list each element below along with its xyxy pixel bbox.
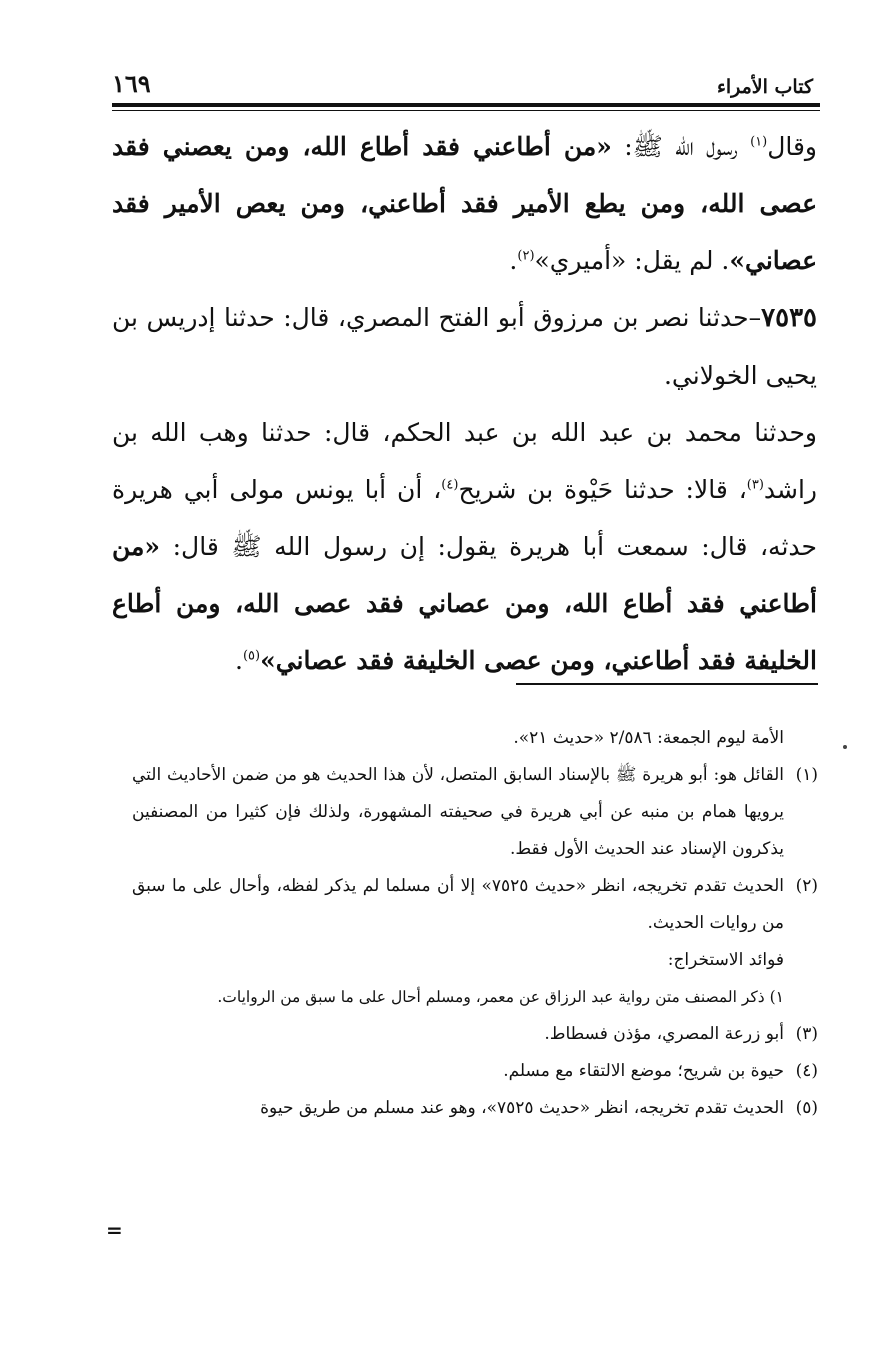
page-number: ١٦٩ [112, 69, 151, 98]
footnote-number: (٥) [795, 1098, 818, 1118]
footnote-text: الحديث تقدم تخريجه، انظر «حديث ٧٥٢٥»، وهو عند مسلم من طريق حيوة [260, 1098, 784, 1118]
p1-speaker: رسول الله ﷺ: [611, 132, 751, 161]
footnote-5 [132, 1090, 818, 1127]
p2-text: –حدثنا نصر بن مرزوق أبو الفتح المصري، قال: حدثنا إدريس بن يحيى الخولاني. [112, 303, 817, 390]
footnote-number: (٣) [795, 1024, 818, 1044]
hadith-quote-1: «من أطاعني فقد أطاع الله، ومن يعصني فقد عصى الله، ومن يطع الأمير فقد أطاعني، ومن يعص الأمير فقد عصاني» [112, 132, 817, 275]
footnote-ref-1[interactable]: (١) [750, 134, 768, 150]
page-header [112, 62, 817, 98]
footnote-ref-4[interactable]: (٤) [441, 477, 459, 493]
footnote-number: (١) [795, 765, 818, 785]
footnote-4 [132, 1053, 818, 1090]
stray-dot [843, 745, 847, 749]
footnote-number: (٢) [795, 876, 818, 896]
hadith-number: ٧٥٣٥ [761, 303, 817, 333]
footnote-1 [132, 757, 818, 868]
footnote-text: الحديث تقدم تخريجه، انظر «حديث ٧٥٢٥» إلا أن مسلما لم يذكر لفظه، وأحال على ما سبق من روايات الحديث. [132, 876, 785, 933]
footnote-text: حيوة بن شريح؛ موضع الالتقاء مع مسلم. [503, 1061, 784, 1081]
p3-text-3: ، أن أبا يونس مولى أبي هريرة حدثه، قال: سمعت أبا هريرة يقول: إن رسول الله ﷺ قال: [112, 475, 817, 561]
footnote-text: أبو زرعة المصري، مؤذن فسطاط. [544, 1024, 784, 1044]
benefit-item-1: ١) ذكر المصنف متن رواية عبد الرزاق عن معمر، ومسلم أحال على ما سبق من الروايات. [217, 988, 784, 1006]
continuation-mark: = [106, 1218, 123, 1242]
footnote-lead: الأمة ليوم الجمعة: ٢/٥٨٦ «حديث ٢١». [513, 728, 784, 748]
p1-end: . [509, 246, 518, 275]
header-rule-thick [112, 103, 820, 107]
footnote-3 [132, 1016, 818, 1053]
main-text [112, 118, 817, 689]
p3-text-1: وحدثنا محمد بن عبد الله بن عبد الحكم، قال: حدثنا وهب الله بن راشد [112, 418, 817, 504]
footnote-ref-3[interactable]: (٣) [746, 477, 764, 493]
p1-intro: وقال [767, 132, 818, 161]
header-rule-thin [112, 110, 820, 111]
footnotes [132, 720, 818, 1127]
footnote-number: (٤) [795, 1061, 818, 1081]
p1-after: . لم يقل: «أميري» [534, 246, 730, 275]
running-title: كتاب الأمراء [716, 76, 813, 98]
footnote-2 [132, 868, 818, 942]
paragraph-3 [112, 404, 817, 689]
footnote-text: القائل هو: أبو هريرة ﷺ بالإسناد السابق المتصل، لأن هذا الحديث هو من ضمن الأحاديث التي يرويها همام بن منبه عن أبي هريرة في صحيفته المشهورة، ولذلك فإن كثيرا من المصنفين يذكرون الإسناد عند الحديث الأول فقط. [132, 765, 784, 859]
footnote-ref-2[interactable]: (٢) [517, 248, 535, 264]
footnote-ref-5[interactable]: (٥) [242, 648, 261, 664]
benefits-title: فوائد الاستخراج: [667, 950, 784, 970]
paragraph-1 [112, 118, 817, 289]
paragraph-2 [112, 289, 817, 404]
p3-end: . [235, 646, 243, 675]
footnote-separator [516, 683, 818, 685]
hadith-quote-2: «من أطاعني فقد أطاع الله، ومن عصاني فقد عصى الله، ومن أطاع الخليفة فقد أطاعني، ومن عصى الخليفة فقد عصاني» [112, 532, 817, 675]
p3-text-2: ، قالا: حدثنا حَيْوة بن شريح [458, 475, 747, 504]
